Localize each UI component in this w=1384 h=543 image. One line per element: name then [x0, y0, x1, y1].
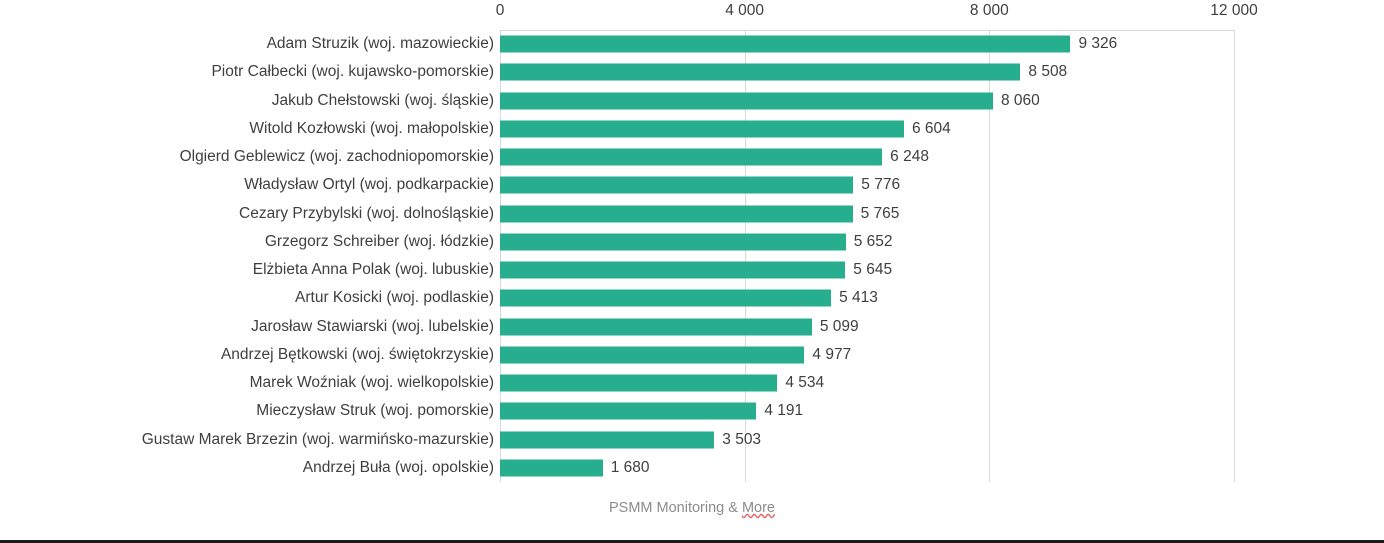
category-label: Władysław Ortyl (woj. podkarpackie)	[244, 176, 494, 194]
bar-value-label: 6 604	[911, 119, 951, 137]
bar	[500, 459, 603, 476]
bar-value-label: 6 248	[890, 148, 929, 166]
bar	[500, 149, 882, 166]
bar-value-label: 5 652	[853, 232, 893, 250]
bar-value-label: 4 191	[764, 402, 804, 420]
bar	[500, 205, 853, 222]
bar-value-label: 3 503	[722, 430, 762, 448]
category-label: Gustaw Marek Brzezin (woj. warmińsko-mazurskie)	[141, 430, 494, 448]
bar	[500, 403, 756, 420]
bar-row	[0, 200, 1384, 228]
bar-value-label: 4 534	[785, 374, 825, 392]
x-tick-label: 4 000	[725, 2, 765, 19]
x-tick-label: 12 000	[1210, 2, 1258, 19]
bar-row	[0, 313, 1384, 341]
bar-value-label: 5 413	[839, 289, 878, 307]
category-label: Jarosław Stawiarski (woj. lubelskie)	[251, 317, 494, 335]
category-label: Grzegorz Schreiber (woj. łódzkie)	[264, 232, 494, 250]
footer-text: PSMM Monitoring &	[608, 500, 742, 516]
bar-row	[0, 397, 1384, 425]
bar	[500, 375, 777, 392]
bar	[500, 36, 1070, 53]
bar	[500, 318, 812, 335]
bar-value-label: 5 776	[861, 176, 901, 194]
category-label: Artur Kosicki (woj. podlaskie)	[295, 289, 494, 307]
category-label: Elżbieta Anna Polak (woj. lubuskie)	[252, 261, 494, 279]
x-tick-label: 8 000	[969, 2, 1009, 19]
category-label: Mieczysław Struk (woj. pomorskie)	[256, 402, 494, 420]
footer-text-marked: More	[741, 500, 775, 516]
bar-row	[0, 58, 1384, 86]
bar	[500, 177, 853, 194]
bar-row	[0, 369, 1384, 397]
category-label: Witold Kozłowski (woj. małopolskie)	[249, 119, 494, 137]
bar-row	[0, 426, 1384, 454]
x-tick-label: 0	[495, 2, 505, 19]
bar-value-label: 4 977	[812, 345, 852, 363]
bar-rows	[0, 30, 1384, 482]
bar-value-label: 9 326	[1078, 35, 1118, 53]
bar-row	[0, 171, 1384, 199]
bar-value-label: 5 099	[819, 317, 859, 335]
bar-row	[0, 228, 1384, 256]
category-label: Adam Struzik (woj. mazowieckie)	[266, 35, 494, 53]
bar-row	[0, 115, 1384, 143]
bar	[500, 346, 804, 363]
bar-row	[0, 256, 1384, 284]
category-label: Andrzej Bętkowski (woj. świętokrzyskie)	[220, 345, 494, 363]
bar	[500, 64, 1020, 81]
bar	[500, 431, 714, 448]
category-label: Piotr Całbecki (woj. kujawsko-pomorskie)	[211, 63, 494, 81]
category-label: Marek Woźniak (woj. wielkopolskie)	[249, 374, 494, 392]
bar	[500, 92, 993, 109]
bar-row	[0, 454, 1384, 482]
bar-value-label: 8 508	[1028, 63, 1068, 81]
category-label: Jakub Chełstowski (woj. śląskie)	[271, 91, 494, 109]
bar	[500, 120, 904, 137]
chart-footer	[0, 500, 1384, 516]
bar	[500, 233, 846, 250]
bar-row	[0, 341, 1384, 369]
bar-row	[0, 87, 1384, 115]
bar	[500, 290, 831, 307]
bar-row	[0, 143, 1384, 171]
category-label: Andrzej Buła (woj. opolskie)	[302, 458, 494, 476]
category-label: Olgierd Geblewicz (woj. zachodniopomorskie)	[179, 148, 494, 166]
bar-value-label: 8 060	[1001, 91, 1040, 109]
bar-value-label: 5 645	[853, 261, 893, 279]
category-label: Cezary Przybylski (woj. dolnośląskie)	[239, 204, 494, 222]
bar-value-label: 1 680	[610, 458, 650, 476]
bar-value-label: 5 765	[860, 204, 900, 222]
bar-row	[0, 284, 1384, 312]
bar-row	[0, 30, 1384, 58]
bar	[500, 262, 845, 279]
